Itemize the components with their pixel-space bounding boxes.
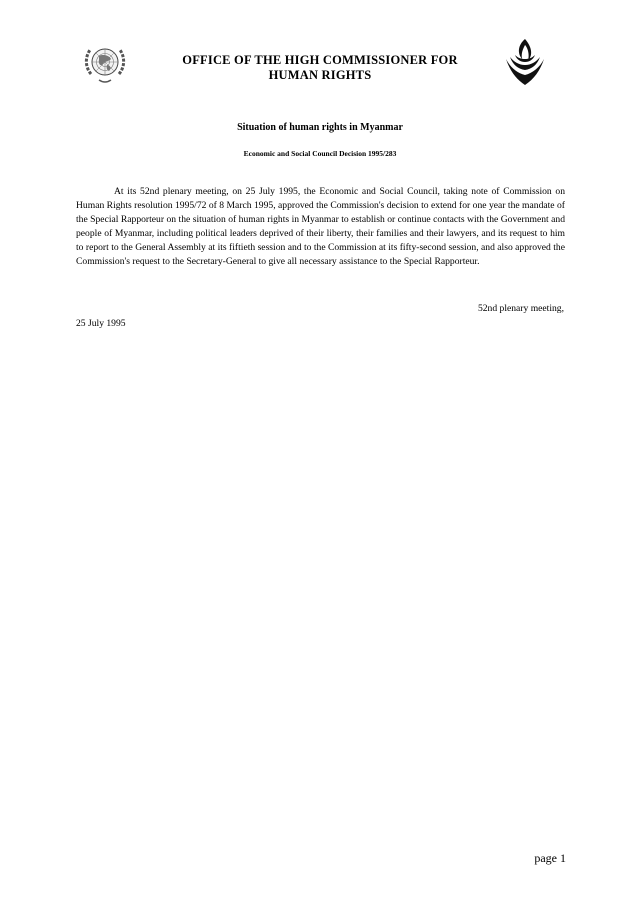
- human-rights-flame-icon: [502, 37, 548, 89]
- office-title-line2: HUMAN RIGHTS: [268, 68, 372, 82]
- office-title-line1: OFFICE OF THE HIGH COMMISSIONER FOR: [182, 53, 458, 67]
- un-emblem-icon: [82, 40, 128, 86]
- office-title: [160, 53, 480, 83]
- date-line: 25 July 1995: [76, 318, 126, 329]
- body-paragraph: At its 52nd plenary meeting, on 25 July 1995, the Economic and Social Council, taking note of Commission on Human Rights resolution 1995/72 of 8 March 1995, approved the Commission's decision to extend for one year the mandate of the Special Rapporteur on the situation of human rights in Myanmar to establish or continue contacts with the Government and people of Myanmar, including political leaders deprived of their liberty, their families and their lawyers, and its request to him to report to the General Assembly at its fiftieth session and to the Commission at its fifty-second session, and also approved the Commission's request to the Secretary-General to give all necessary assistance to the Special Rapporteur.: [76, 186, 565, 267]
- page-number: page 1: [534, 851, 566, 865]
- document-subtitle: Economic and Social Council Decision 1995/283: [243, 149, 397, 158]
- document-title: Situation of human rights in Myanmar: [237, 122, 403, 133]
- meeting-line: 52nd plenary meeting,: [477, 303, 564, 314]
